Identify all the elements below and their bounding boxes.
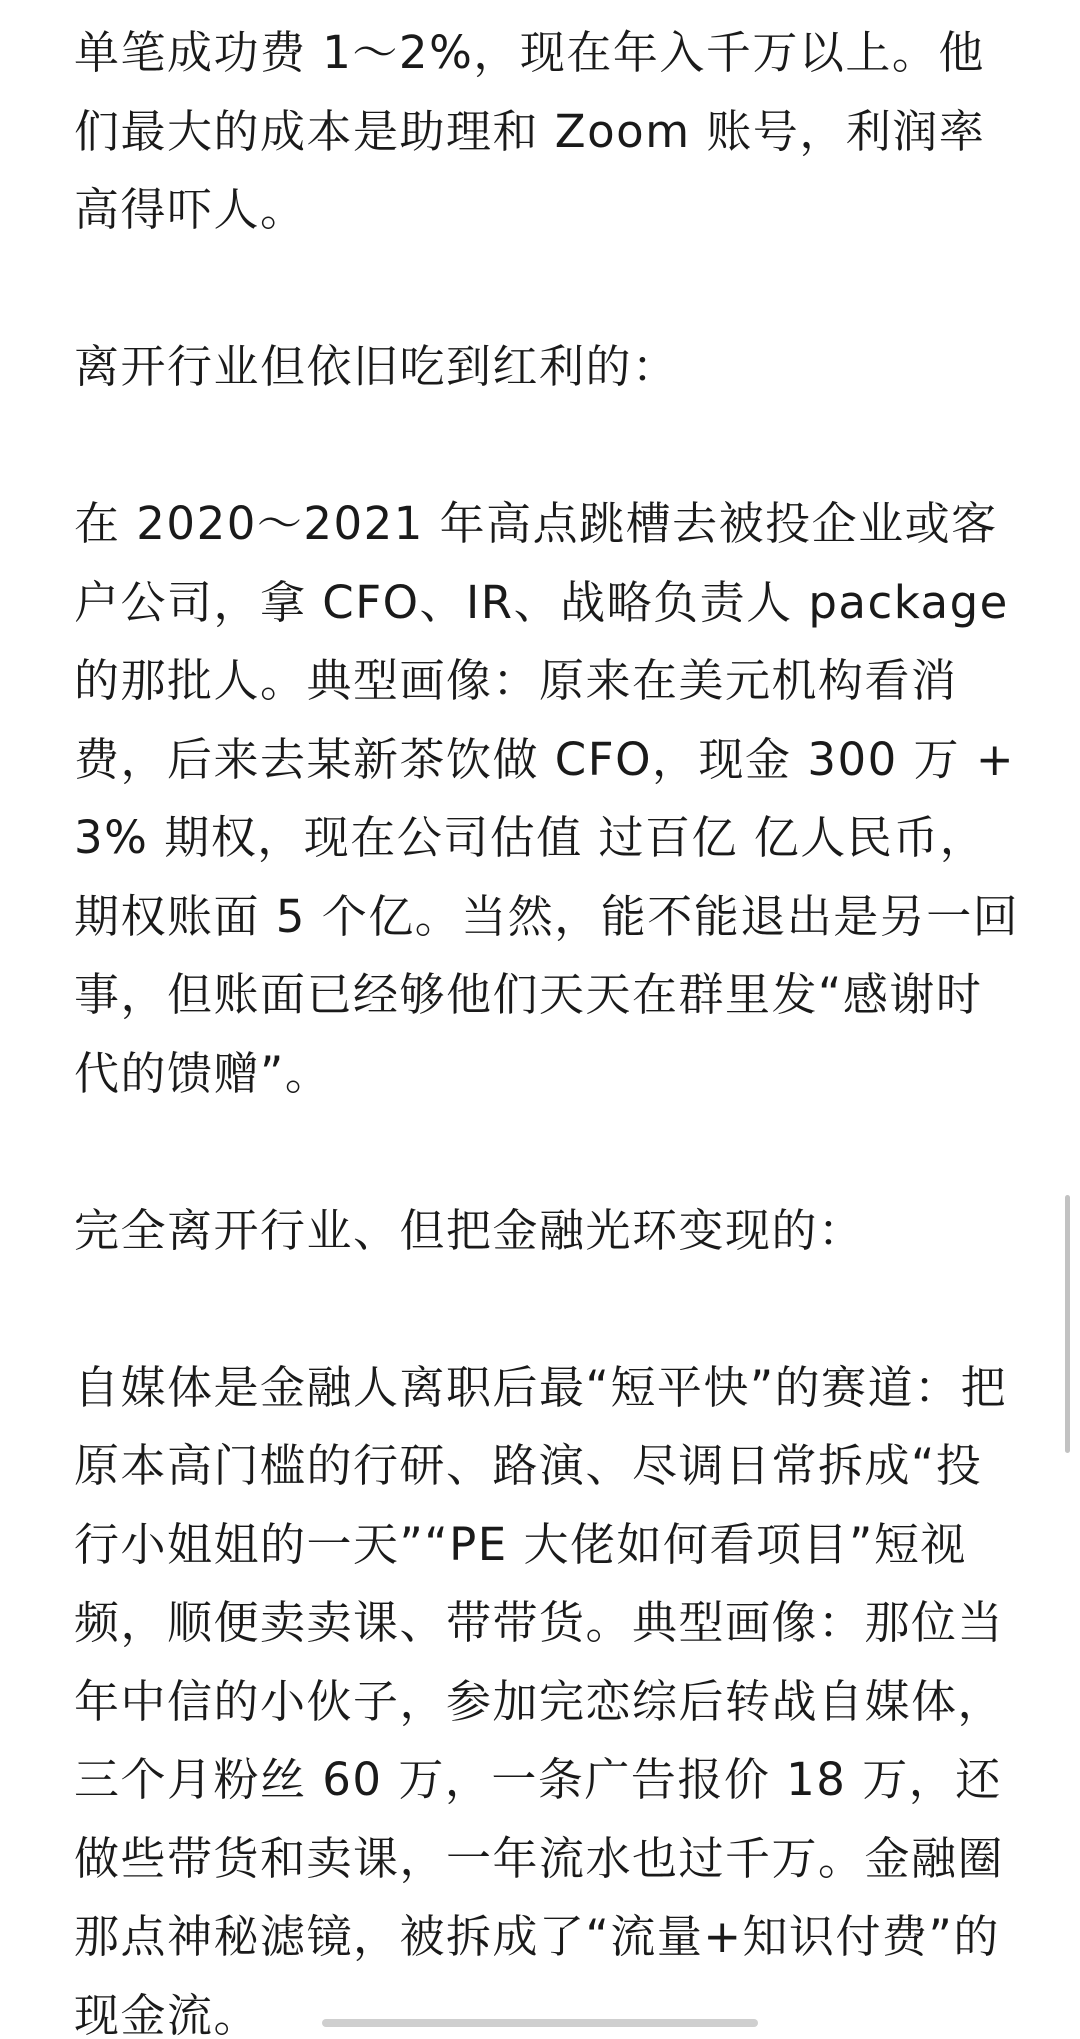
- paragraph-success-fee: 单笔成功费 1～2%，现在年入千万以上。他们最大的成本是助理和 Zoom 账号，利润率高得吓人。: [74, 26, 986, 236]
- paragraph-gap: [74, 1113, 1020, 1192]
- section-heading-monetize-finance-halo: 完全离开行业、但把金融光环变现的：: [74, 1203, 865, 1257]
- home-indicator-bar[interactable]: [322, 2019, 758, 2027]
- paragraph-cfo-jump: 在 2020～2021 年高点跳槽去被投企业或客户公司，拿 CFO、IR、战略负责人 package 的那批人。典型画像：原来在美元机构看消费，后来去某新茶饮做 CFO，现金 300 万 + 3% 期权，现在公司估值 过百亿 亿人民币，期权账面 5 个亿。当然，能不能退出是另一回事，但账面已经够他们天天在群里发“感谢时代的馈赠”。: [74, 497, 1020, 1100]
- article-body: [74, 14, 1020, 2039]
- paragraph-self-media: 自媒体是金融人离职后最“短平快”的赛道：把原本高门槛的行研、路演、尽调日常拆成“投行小姐姐的一天”“PE 大佬如何看项目”短视频，顺便卖卖课、带带货。典型画像：那位当年中信的小伙子，参加完恋综后转战自媒体，三个月粉丝 60 万，一条广告报价 18 万，还做些带货和卖课，一年流水也过千万。金融圈那点神秘滤镜，被拆成了“流量+知识付费”的现金流。: [74, 1360, 1008, 2039]
- vertical-scrollbar[interactable]: [1065, 1195, 1070, 1453]
- paragraph-gap: [74, 250, 1020, 329]
- section-heading-left-industry-still-benefiting: 离开行业但依旧吃到红利的：: [74, 340, 679, 393]
- paragraph-gap: [74, 407, 1020, 486]
- paragraph-gap: [74, 1270, 1020, 1349]
